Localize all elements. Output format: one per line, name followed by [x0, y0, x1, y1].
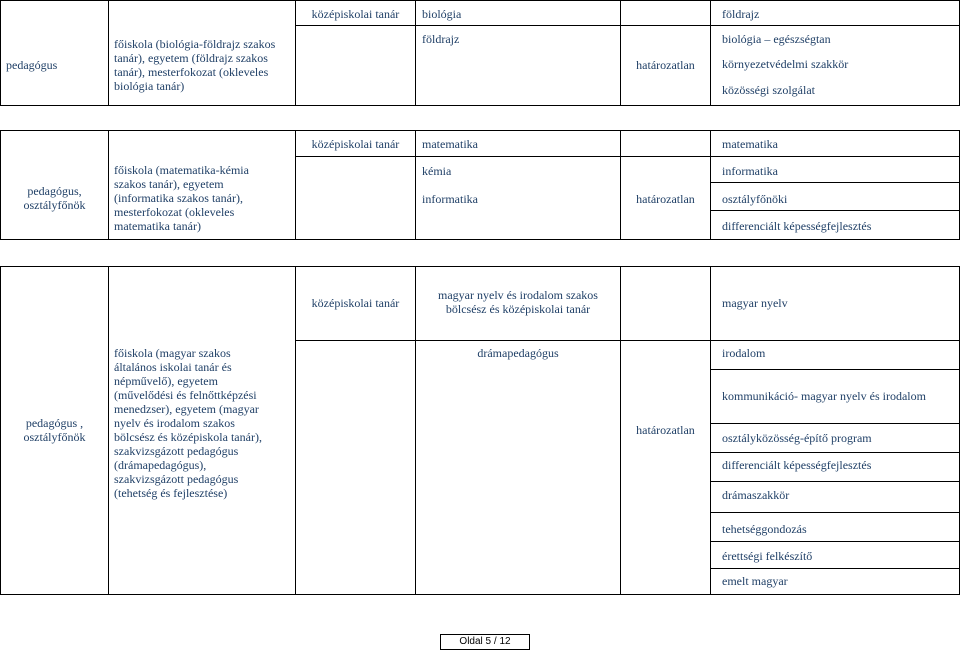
taught-subject: biológia – egészségtan — [722, 32, 831, 46]
rule — [620, 0, 621, 105]
taught-subject: irodalom — [722, 346, 766, 360]
taught-subject: környezetvédelmi szakkör — [722, 57, 849, 71]
taught-subject: drámaszakkör — [722, 488, 790, 502]
rule — [0, 0, 960, 1]
qualified-subject: kémia — [422, 164, 452, 178]
rule — [710, 452, 960, 453]
qualified-subject: földrajz — [422, 32, 460, 46]
contract-type: határozatlan — [636, 58, 695, 72]
taught-subject: tehetséggondozás — [722, 522, 807, 536]
rule — [0, 130, 960, 131]
taught-subject: matematika — [722, 137, 778, 151]
position: középiskolai tanár — [311, 296, 400, 310]
position: középiskolai tanár — [311, 137, 400, 151]
rule — [108, 0, 109, 105]
teacher-role: osztályfőnök — [23, 430, 86, 444]
position: középiskolai tanár — [311, 7, 400, 21]
rule — [0, 266, 960, 267]
rule — [108, 266, 109, 594]
rule — [415, 130, 416, 239]
rule — [0, 239, 960, 240]
rule — [415, 0, 416, 105]
taught-subject: emelt magyar — [722, 574, 788, 588]
taught-subject: informatika — [722, 164, 778, 178]
teacher-role: pedagógus , — [25, 416, 84, 430]
taught-subject: kommunikáció- magyar nyelv és irodalom — [722, 389, 926, 403]
rule — [0, 594, 960, 595]
rule — [295, 25, 960, 26]
qualified-subject: drámapedagógus — [477, 346, 559, 360]
rule — [710, 369, 960, 370]
rule — [108, 130, 109, 239]
taught-subject: differenciált képességfejlesztés — [722, 458, 872, 472]
rule — [710, 423, 960, 424]
taught-subject: magyar nyelv — [722, 296, 788, 310]
rule — [0, 0, 1, 105]
rule — [620, 130, 621, 239]
rule — [295, 156, 960, 157]
teacher-role: pedagógus, — [27, 184, 82, 198]
taught-subject: osztályfőnöki — [722, 192, 788, 206]
taught-subject: osztályközösség-építő program — [722, 431, 872, 445]
rule — [710, 541, 960, 542]
rule — [710, 512, 960, 513]
contract-type: határozatlan — [636, 423, 695, 437]
qualified-subject: biológia — [422, 7, 462, 21]
contract-type: határozatlan — [636, 192, 695, 206]
rule — [710, 568, 960, 569]
taught-subject: földrajz — [722, 7, 760, 21]
taught-subject: érettségi felkészítő — [722, 549, 813, 563]
rule — [295, 266, 296, 594]
rule — [710, 481, 960, 482]
rule — [710, 210, 960, 211]
qualified-subject: informatika — [422, 192, 478, 206]
page-number: Oldal 5 / 12 — [440, 634, 530, 650]
rule — [710, 0, 711, 105]
qualified-subject: bölcsész és középiskolai tanár — [445, 302, 591, 316]
document-page: pedagógus főiskola (biológia-földrajz szakos tanár), egyetem (földrajz szakos tanár), mesterfokozat (okleveles biológia tanár) középiskolai tanár biológia földrajz határozatlan földrajz biológia – egészségtan környezetvédelmi szakkör közösségi szolgálat pedagógus, osztályfőnök főiskola (matematika-kémia szakos tanár), egyetem (informatika szakos tanár), mesterfokozat (okleveles matematika tanár) középiskolai tanár matematika kémia informatika határozatlan matematika informatika osztályfőnöki differenciált képességfejlesztés pedagógus , osztályfőnök főiskola (magyar szakos általános iskolai tanár és népművelő), egyetem (művelődési és felnőttképzési menedzser), egyetem (magyar nyelv és irodalom szakos bölcsész és középiskola tanár), szakvizsgázott pedagógus (drámapedagógus), szakvizsgázott pedagógus (tehetség és fejlesztése) középiskolai tanár magyar nyelv és irodalom szakos bölcsész és középiskolai tanár drámapedagógus határozatlan magyar nyelv irodalom kommunikáció- magyar nyelv és irodalom osztályközösség-építő program differenciált képességfejlesztés drámaszakkör tehetséggondozás érettségi felkészítő emelt magyar Oldal 5 / 12 — [0, 0, 960, 649]
taught-subject: közösségi szolgálat — [722, 83, 815, 97]
rule — [710, 266, 711, 594]
teacher-role: osztályfőnök — [23, 198, 86, 212]
rule — [710, 182, 960, 183]
rule — [295, 340, 960, 341]
rule — [710, 130, 711, 239]
qualified-subject: matematika — [422, 137, 478, 151]
teacher-role: pedagógus — [6, 58, 58, 72]
rule — [0, 105, 960, 106]
qualified-subject: magyar nyelv és irodalom szakos — [438, 288, 598, 302]
taught-subject: differenciált képességfejlesztés — [722, 219, 872, 233]
